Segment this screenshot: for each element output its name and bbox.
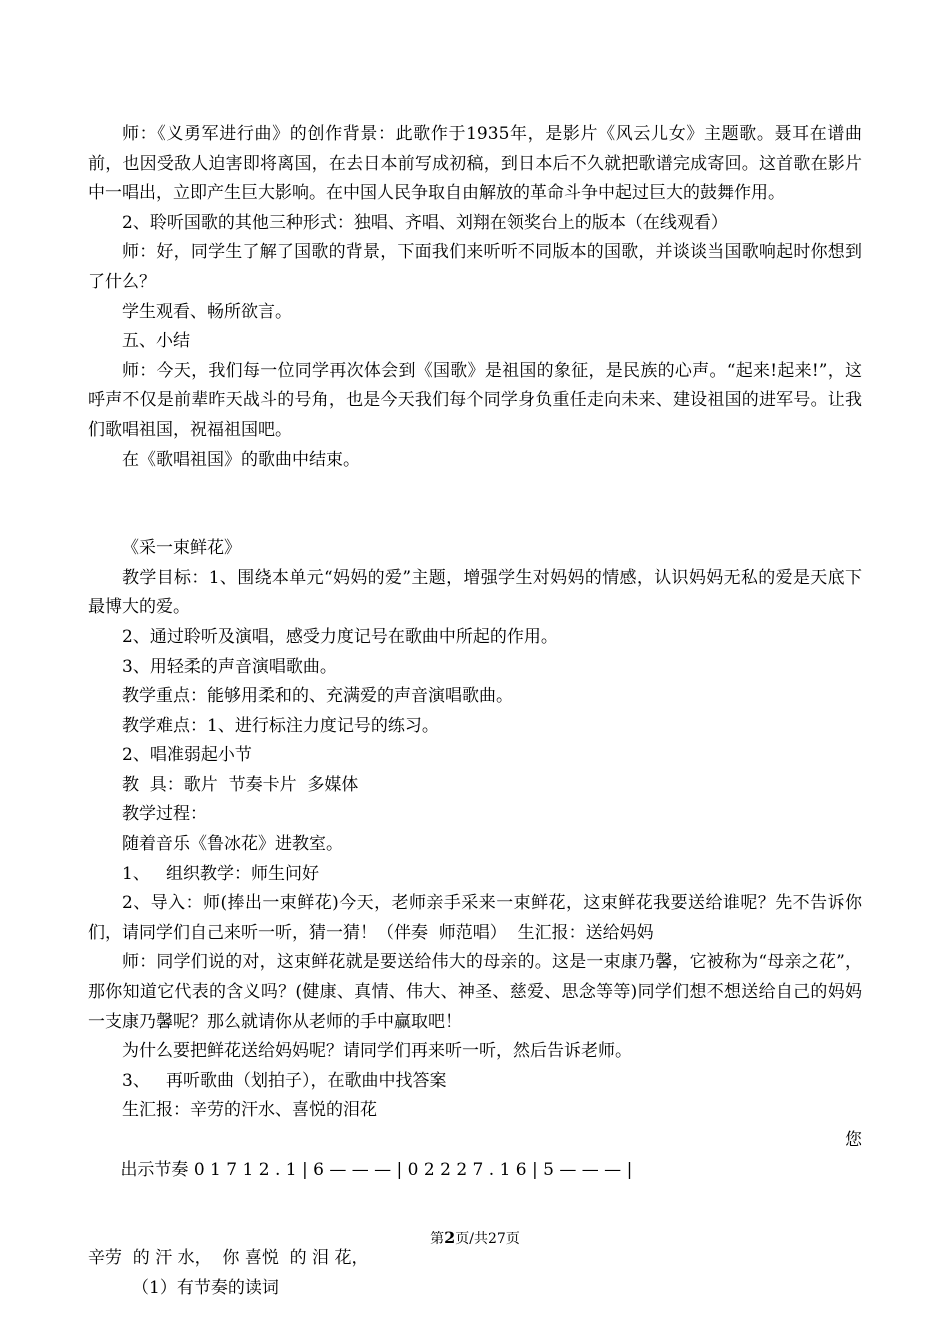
rhythm-notation xyxy=(88,1126,862,1244)
paragraph: 在《歌唱祖国》的歌曲中结束。 xyxy=(122,449,360,470)
lesson-title: 《采一束鲜花》 xyxy=(122,538,241,559)
paragraph: 2、唱准弱起小节 xyxy=(122,745,252,766)
paragraph: 3、 再听歌曲（划拍子），在歌曲中找答案 xyxy=(122,1070,447,1091)
paragraph: 师：好，同学生了解了国歌的背景，下面我们来听听不同版本的国歌，并谈谈当国歌响起时你想到了什么？ xyxy=(88,242,862,292)
paragraph: 教学过程： xyxy=(122,804,207,825)
footer-total-pages: 27 xyxy=(488,1231,506,1247)
blank-space xyxy=(88,475,862,534)
paragraph: 教学难点：1、进行标注力度记号的练习。 xyxy=(122,715,439,736)
paragraph: 教 具：歌片 节奏卡片 多媒体 xyxy=(122,774,359,795)
paragraph: 2、通过聆听及演唱，感受力度记号在歌曲中所起的作用。 xyxy=(122,626,558,647)
paragraph: 2、聆听国歌的其他三种形式：独唱、齐唱、刘翔在领奖台上的版本（在线观看） xyxy=(122,212,728,233)
paragraph: 师：今天，我们每一位同学再次体会到《国歌》是祖国的象征，是民族的心声。“起来!起来!”，这呼声不仅是前辈昨天战斗的号角，也是今天我们每个同学身负重任走向未来、建设祖国的进军号。让我们歌唱祖国，祝福祖国吧。 xyxy=(88,360,862,440)
paragraph: 随着音乐《鲁冰花》进教室。 xyxy=(122,834,343,855)
paragraph: 2、导入：师(捧出一束鲜花)今天，老师亲手采来一束鲜花，这束鲜花我要送给谁呢？先不告诉你们，请同学们自己来听一听，猜一猜！（伴奏 师范唱） 生汇报：送给妈妈 xyxy=(88,893,862,943)
footer-page-number: 2 xyxy=(444,1228,456,1247)
rhythm-lyrics: 辛劳 的 汗 水， 你 喜悦 的 泪 花， xyxy=(88,1248,369,1269)
footer-middle: 页/共 xyxy=(455,1231,489,1247)
footer-prefix: 第 xyxy=(430,1231,445,1247)
footer-suffix: 页 xyxy=(505,1231,520,1247)
paragraph: 师：同学们说的对，这束鲜花就是要送给伟大的母亲的。这是一束康乃馨，它被称为“母亲之花”，那你知道它代表的含义吗？(健康、真情、伟大、神圣、慈爱、思念等等)同学们想不想送给自己的妈妈一支康乃馨呢？那么就请你从老师的手中赢取吧！ xyxy=(88,952,862,1032)
paragraph: 师：《义勇军进行曲》的创作背景：此歌作于1935年，是影片《风云儿女》主题歌。聂耳在谱曲前，也因受敌人迫害即将离国，在去日本前写成初稿，到日本后不久就把歌谱完成寄回。这首歌在影片中一唱出，立即产生巨大影响。在中国人民争取自由解放的革命斗争中起过巨大的鼓舞作用。 xyxy=(88,124,862,204)
paragraph: 3、用轻柔的声音演唱歌曲。 xyxy=(122,656,337,677)
page-footer xyxy=(0,1229,950,1248)
paragraph: 教学重点：能够用柔和的、充满爱的声音演唱歌曲。 xyxy=(122,686,513,707)
document-body xyxy=(88,120,862,1304)
section-heading: 五、小结 xyxy=(122,331,190,352)
paragraph: （1）有节奏的读词 xyxy=(132,1277,279,1298)
rhythm-line-end: 您 xyxy=(845,1130,862,1150)
paragraph: 教学目标：1、围绕本单元“妈妈的爱”主题，增强学生对妈妈的情感，认识妈妈无私的爱是天底下最博大的爱。 xyxy=(88,567,862,618)
paragraph: 1、 组织教学：师生问好 xyxy=(122,863,320,884)
paragraph: 生汇报：辛劳的汗水、喜悦的泪花 xyxy=(122,1100,377,1121)
rhythm-line: 出示节奏 0 1 7 1 2 . 1 | 6 — — — | 0 2 2 2 7 . 1 6 | 5 — — — | xyxy=(120,1159,633,1180)
paragraph: 为什么要把鲜花送给妈妈呢？请同学们再来听一听，然后告诉老师。 xyxy=(122,1041,632,1062)
paragraph: 学生观看、畅所欲言。 xyxy=(122,301,292,322)
